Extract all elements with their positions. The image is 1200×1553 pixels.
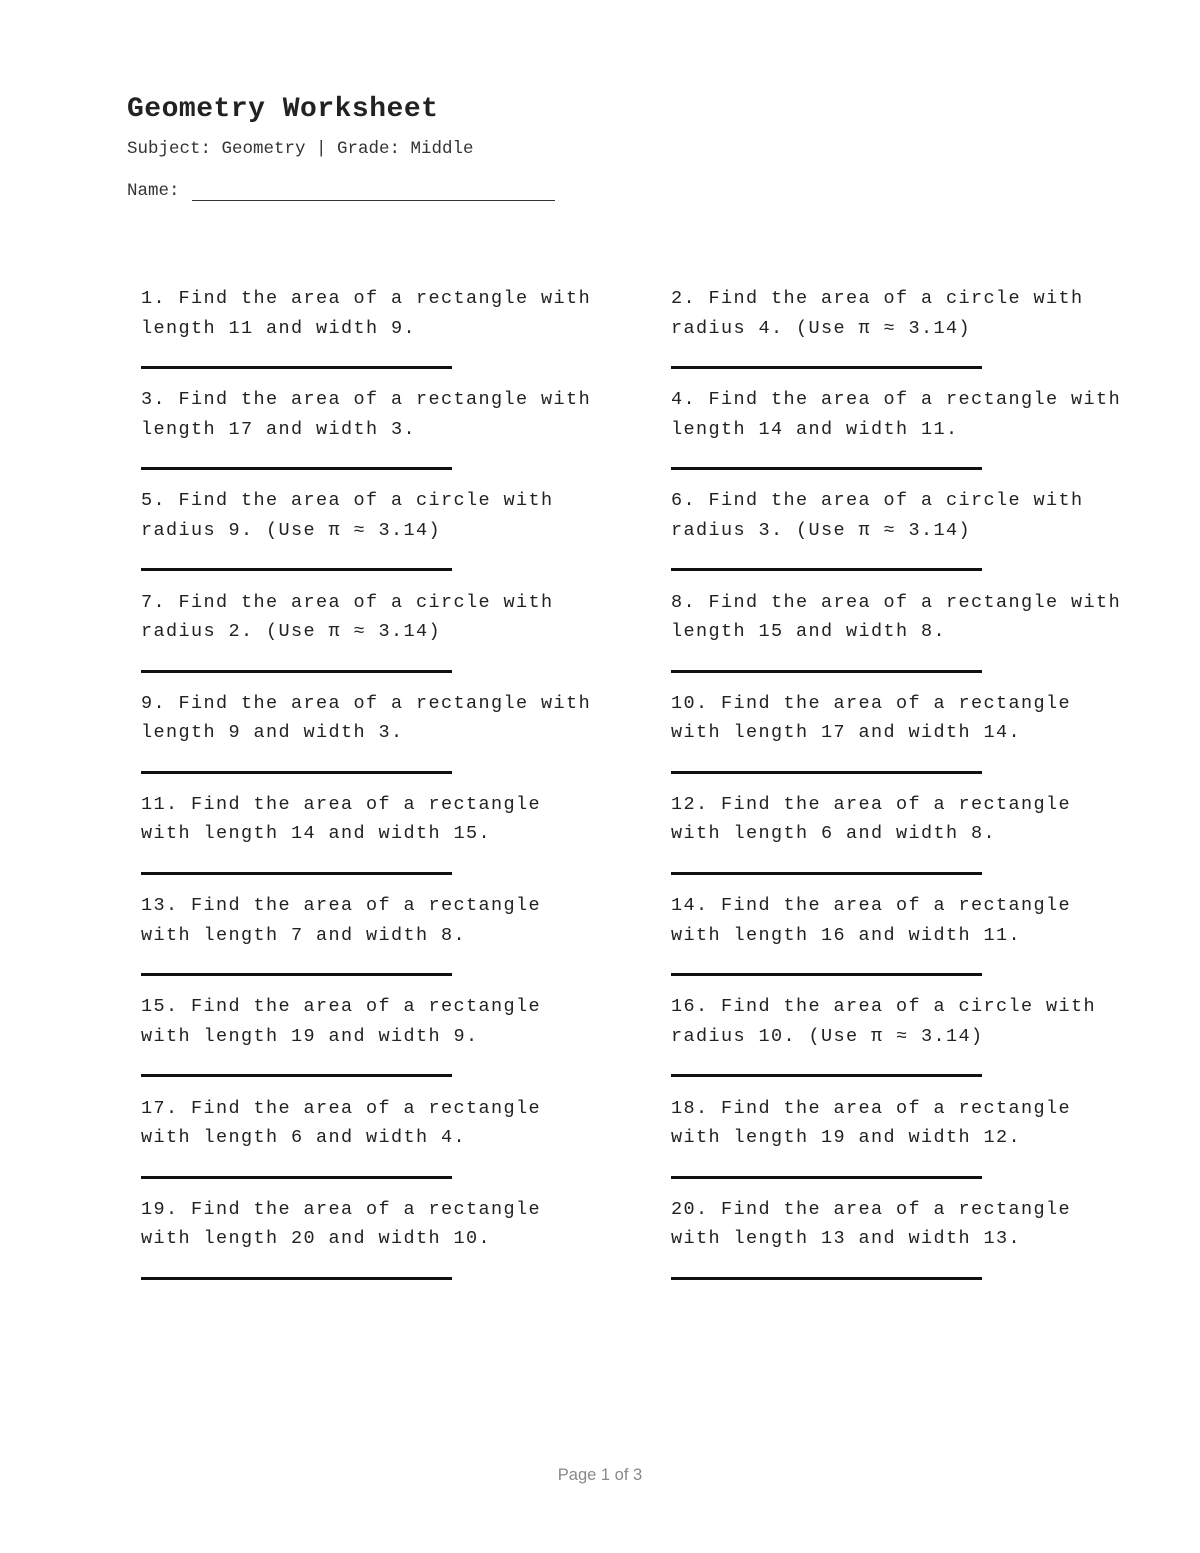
answer-line[interactable] xyxy=(141,366,452,369)
problem-item xyxy=(671,1195,1141,1296)
problem-text: 5. Find the area of a circle with radius 9. (Use π ≈ 3.14) xyxy=(141,490,554,541)
name-blank-line[interactable] xyxy=(192,180,555,201)
answer-line[interactable] xyxy=(671,771,982,774)
answer-line[interactable] xyxy=(141,467,452,470)
problem-text: 17. Find the area of a rectangle with length 6 and width 4. xyxy=(141,1097,542,1148)
answer-line[interactable] xyxy=(141,1176,452,1179)
problem-text: 4. Find the area of a rectangle with length 14 and width 11. xyxy=(671,389,1122,440)
problem-text: 11. Find the area of a rectangle with length 14 and width 15. xyxy=(141,793,542,845)
problem-item xyxy=(141,689,671,790)
problem-item xyxy=(671,689,1141,790)
problem-text: 7. Find the area of a circle with radius 2. (Use π ≈ 3.14) xyxy=(141,591,554,643)
worksheet-meta: Subject: Geometry | Grade: Middle xyxy=(127,139,474,159)
problem-item xyxy=(671,790,1141,891)
answer-line[interactable] xyxy=(671,670,982,673)
answer-line[interactable] xyxy=(671,1074,982,1077)
problem-text: 19. Find the area of a rectangle with length 20 and width 10. xyxy=(141,1198,542,1250)
problem-text: 6. Find the area of a circle with radius 3. (Use π ≈ 3.14) xyxy=(671,490,1084,541)
problem-grid xyxy=(141,284,1141,1296)
answer-line[interactable] xyxy=(671,872,982,875)
problem-text: 10. Find the area of a rectangle with length 17 and width 14. xyxy=(671,692,1072,744)
answer-line[interactable] xyxy=(141,973,452,976)
worksheet-title: Geometry Worksheet xyxy=(127,94,439,125)
answer-line[interactable] xyxy=(141,568,452,571)
name-field-row xyxy=(127,180,555,201)
answer-line[interactable] xyxy=(141,670,452,673)
problem-text: 8. Find the area of a rectangle with length 15 and width 8. xyxy=(671,591,1122,643)
answer-line[interactable] xyxy=(671,973,982,976)
problem-text: 2. Find the area of a circle with radius 4. (Use π ≈ 3.14) xyxy=(671,288,1084,339)
problem-item xyxy=(671,588,1141,689)
answer-line[interactable] xyxy=(141,1277,452,1280)
problem-text: 18. Find the area of a rectangle with length 19 and width 12. xyxy=(671,1097,1072,1148)
answer-line[interactable] xyxy=(671,1277,982,1280)
answer-line[interactable] xyxy=(671,467,982,470)
problem-text: 3. Find the area of a rectangle with length 17 and width 3. xyxy=(141,389,592,440)
answer-line[interactable] xyxy=(141,771,452,774)
answer-line[interactable] xyxy=(141,1074,452,1077)
answer-line[interactable] xyxy=(671,1176,982,1179)
problem-text: 9. Find the area of a rectangle with length 9 and width 3. xyxy=(141,692,592,744)
problem-text: 16. Find the area of a circle with radius 10. (Use π ≈ 3.14) xyxy=(671,996,1097,1047)
problem-item xyxy=(141,284,671,385)
problem-item xyxy=(141,486,671,587)
page-indicator: Page 1 of 3 xyxy=(557,1466,643,1484)
problem-item xyxy=(141,1094,671,1195)
problem-item xyxy=(141,790,671,891)
problem-item xyxy=(141,1195,671,1296)
problem-item xyxy=(671,385,1141,486)
problem-item xyxy=(141,891,671,992)
name-label: Name: xyxy=(127,181,180,201)
answer-line[interactable] xyxy=(671,366,982,369)
problem-item xyxy=(141,385,671,486)
problem-item xyxy=(671,284,1141,385)
problem-item xyxy=(671,891,1141,992)
problem-item xyxy=(141,992,671,1093)
problem-text: 15. Find the area of a rectangle with length 19 and width 9. xyxy=(141,996,542,1047)
problem-item xyxy=(141,588,671,689)
problem-item xyxy=(671,1094,1141,1195)
problem-text: 1. Find the area of a rectangle with length 11 and width 9. xyxy=(141,288,592,339)
problem-item xyxy=(671,486,1141,587)
problem-text: 20. Find the area of a rectangle with length 13 and width 13. xyxy=(671,1198,1072,1250)
answer-line[interactable] xyxy=(671,568,982,571)
problem-text: 12. Find the area of a rectangle with length 6 and width 8. xyxy=(671,793,1072,845)
answer-line[interactable] xyxy=(141,872,452,875)
problem-item xyxy=(671,992,1141,1093)
problem-text: 13. Find the area of a rectangle with length 7 and width 8. xyxy=(141,895,542,946)
problem-text: 14. Find the area of a rectangle with length 16 and width 11. xyxy=(671,895,1072,946)
